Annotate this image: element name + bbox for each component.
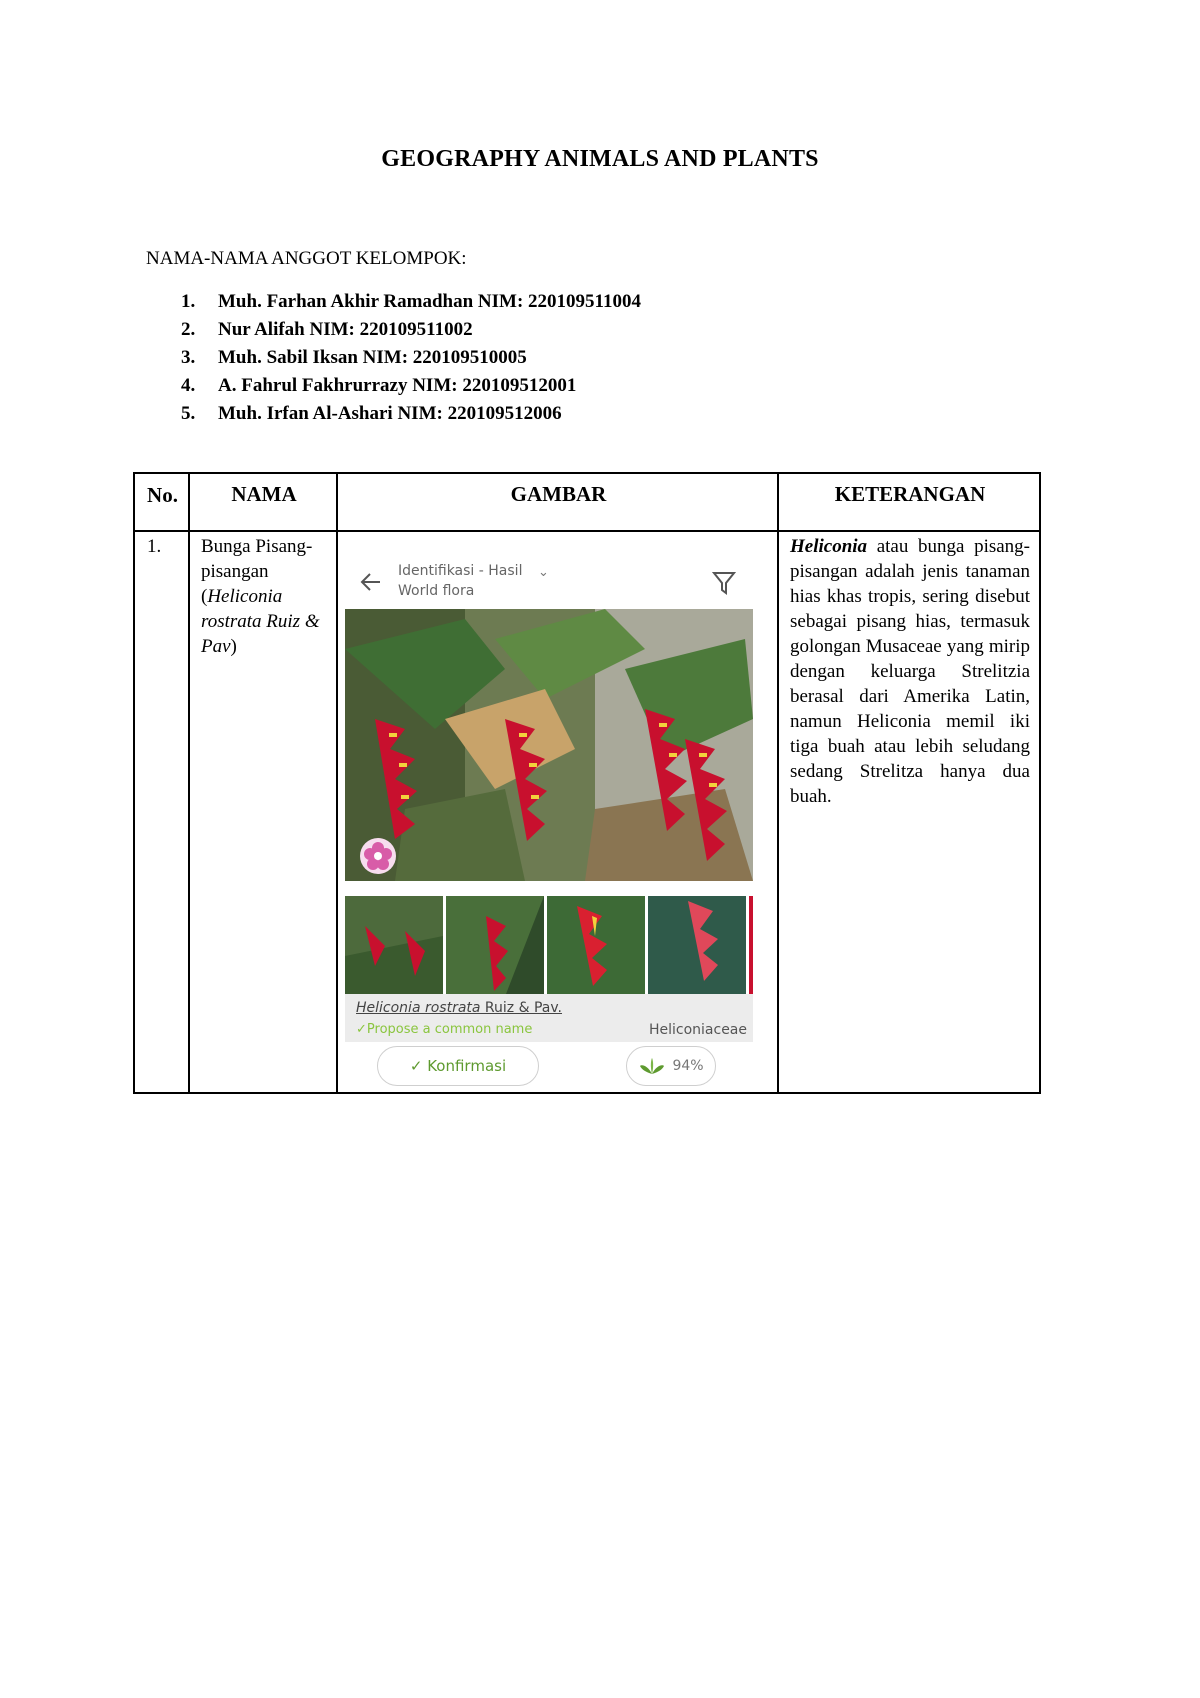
- member-number: 5.: [181, 403, 196, 424]
- table-divider: [188, 474, 190, 1092]
- confirm-button[interactable]: ✓ Konfirmasi: [377, 1046, 539, 1086]
- screenshot-header-title: Identifikasi - Hasil: [398, 563, 523, 579]
- paren-open: (: [201, 586, 208, 607]
- row-number: 1.: [147, 536, 162, 557]
- document-title: GEOGRAPHY ANIMALS AND PLANTS: [381, 146, 819, 172]
- member-number: 1.: [181, 291, 196, 312]
- member-item: [181, 344, 641, 372]
- propose-common-name-link[interactable]: ✓Propose a common name: [356, 1022, 533, 1037]
- description-highlight: Heliconia: [790, 536, 868, 557]
- member-number: 3.: [181, 347, 196, 368]
- table-divider: [336, 474, 338, 1092]
- member-item: [181, 288, 641, 316]
- header-no: No.: [147, 483, 178, 507]
- member-item: [181, 372, 641, 400]
- plant-scientific-name: Heliconia rostrata Ruiz & Pav: [201, 586, 320, 657]
- plant-main-photo: [345, 609, 753, 881]
- confidence-value: 94%: [672, 1058, 704, 1074]
- member-item: [181, 316, 641, 344]
- member-text: Muh. Irfan Al-Ashari NIM: 220109512006: [218, 403, 562, 424]
- member-number: 2.: [181, 319, 196, 340]
- result-scientific-name[interactable]: Heliconia rostrata Ruiz & Pav.: [356, 1000, 563, 1016]
- description-text: atau bunga pisang-pisangan adalah jenis tanaman hias khas tropis, sering disebut sebagai pisang hias, termasuk golongan Musaceae yang mirip dengan keluarga Strelitzia berasal dari Amerika Latin, namun Heliconia memil iki tiga buah atau lebih seludang sedang Strelitza hanya dua buah.: [790, 536, 1030, 807]
- leaf-icon: [638, 1056, 666, 1076]
- back-arrow-icon[interactable]: [360, 571, 382, 593]
- chevron-down-icon[interactable]: ⌄: [538, 565, 549, 580]
- header-nama: NAMA: [231, 482, 297, 506]
- member-item: [181, 400, 641, 428]
- table-divider: [777, 474, 779, 1092]
- identification-result[interactable]: [345, 994, 753, 1042]
- description-cell: [790, 534, 1030, 809]
- plant-id-screenshot: [342, 553, 762, 1093]
- members-list: [181, 288, 641, 428]
- member-text: A. Fahrul Fakhrurrazy NIM: 220109512001: [218, 375, 577, 396]
- confidence-badge: [626, 1046, 716, 1086]
- thumbnail-image[interactable]: [648, 896, 746, 994]
- plant-common-name: Bunga Pisang-pisangan: [201, 536, 313, 582]
- member-text: Muh. Sabil Iksan NIM: 220109510005: [218, 347, 527, 368]
- thumbnail-image[interactable]: [345, 896, 443, 994]
- member-number: 4.: [181, 375, 196, 396]
- header-gambar: GAMBAR: [510, 482, 607, 506]
- thumbnail-strip: [345, 896, 753, 994]
- member-text: Muh. Farhan Akhir Ramadhan NIM: 220109511004: [218, 291, 641, 312]
- paren-close: ): [230, 636, 237, 657]
- screenshot-header-subtitle: World flora: [398, 583, 475, 599]
- thumbnail-image[interactable]: [446, 896, 544, 994]
- thumbnail-image[interactable]: [749, 896, 753, 994]
- plant-name-cell: [201, 534, 331, 659]
- flower-icon: [360, 838, 396, 874]
- header-keterangan: KETERANGAN: [834, 482, 986, 506]
- table-header-divider: [135, 530, 1039, 532]
- filter-icon[interactable]: [712, 570, 736, 596]
- result-family: Heliconiaceae: [648, 1022, 747, 1038]
- member-text: Nur Alifah NIM: 220109511002: [218, 319, 473, 340]
- thumbnail-image[interactable]: [547, 896, 645, 994]
- members-heading: NAMA-NAMA ANGGOT KELOMPOK:: [146, 248, 467, 269]
